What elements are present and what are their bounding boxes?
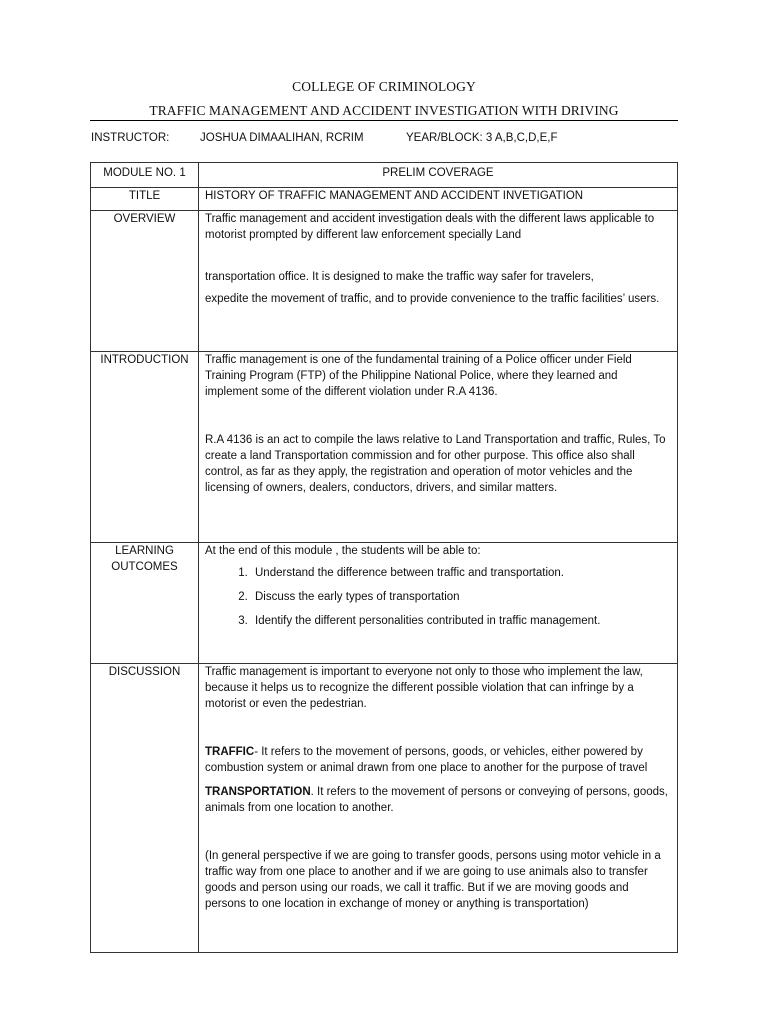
- discussion-paragraph-1: Traffic management is important to everyone not only to those who implement the law, because it helps us to recognize the different possible violation that can infringe by a motorist or even the pedestrian.: [205, 666, 643, 710]
- overview-paragraph-2: transportation office. It is designed to make the traffic way safer for travelers,: [205, 271, 594, 283]
- introduction-content: [199, 352, 678, 543]
- introduction-paragraph-2: R.A 4136 is an act to compile the laws relative to Land Transportation and traffic, Rules, To create a land Transportation commission and for other purpose. This office also shall control, as far as they apply, the registration and operation of motor vehicles and the licensing of owners, dealers, conductors, drivers, and similar matters.: [205, 434, 666, 494]
- learning-outcomes-label: [91, 543, 199, 664]
- title-row: [91, 188, 678, 211]
- discussion-content: [199, 664, 678, 953]
- traffic-definition: [205, 744, 671, 776]
- title-label: TITLE: [91, 188, 199, 211]
- list-item: 2. Discuss the early types of transportation: [251, 589, 671, 605]
- transportation-term: TRANSPORTATION: [205, 786, 311, 798]
- list-item: 1. Understand the difference between traffic and transportation.: [251, 565, 671, 581]
- overview-paragraph-3: expedite the movement of traffic, and to provide convenience to the traffic facilities’ users.: [205, 293, 660, 305]
- instructor-label: INSTRUCTOR:: [91, 132, 170, 144]
- overview-label: OVERVIEW: [91, 211, 199, 352]
- year-block: YEAR/BLOCK: 3 A,B,C,D,E,F: [406, 132, 558, 144]
- discussion-paragraph-4: (In general perspective if we are going to transfer goods, persons using motor vehicle in a traffic way from one place to another and if we are going to use animals also to transfer goods and person using our roads, we call it traffic. But if we are moving goods and persons to one location in exchange of money or anything is transportation): [205, 850, 661, 910]
- overview-content: [199, 211, 678, 352]
- coverage-cell: PRELIM COVERAGE: [199, 163, 678, 188]
- introduction-row: [91, 352, 678, 543]
- overview-paragraph-1: Traffic management and accident investigation deals with the different laws applicable to motorist prompted by different law enforcement specially Land: [205, 213, 655, 241]
- learning-outcomes-content: [199, 543, 678, 664]
- learning-label-line-2: OUTCOMES: [111, 561, 178, 573]
- learning-label-line-1: LEARNING: [115, 545, 174, 557]
- traffic-term: TRAFFIC: [205, 746, 255, 758]
- title-value: HISTORY OF TRAFFIC MANAGEMENT AND ACCIDENT INVETIGATION: [199, 188, 678, 211]
- module-table: [90, 162, 678, 953]
- transportation-definition-text: . It refers to the movement of persons or conveying of persons, goods, animals from one location to another.: [205, 786, 668, 814]
- transportation-definition: [205, 784, 671, 816]
- instructor-name: JOSHUA DIMAALIHAN, RCRIM: [200, 132, 364, 144]
- module-row: [91, 163, 678, 188]
- overview-row: [91, 211, 678, 352]
- header-rule: [90, 120, 678, 121]
- module-number: MODULE NO. 1: [91, 163, 199, 188]
- discussion-label: DISCUSSION: [91, 664, 199, 953]
- learning-intro: At the end of this module , the students will be able to:: [205, 545, 481, 557]
- course-heading: TRAFFIC MANAGEMENT AND ACCIDENT INVESTIGATION WITH DRIVING: [149, 103, 619, 118]
- list-item: 3. Identify the different personalities contributed in traffic management.: [251, 613, 671, 629]
- traffic-definition-text: - It refers to the movement of persons, goods, or vehicles, either powered by combustion system or animal drawn from one place to another for the purpose of travel: [205, 746, 648, 774]
- college-heading: COLLEGE OF CRIMINOLOGY: [292, 79, 476, 94]
- introduction-paragraph-1: Traffic management is one of the fundamental training of a Police officer under Field Training Program (FTP) of the Philippine National Police, where they learned and implement some of the different violation under R.A 4136.: [205, 354, 632, 398]
- introduction-label: INTRODUCTION: [91, 352, 199, 543]
- discussion-row: [91, 664, 678, 953]
- learning-outcomes-row: [91, 543, 678, 664]
- learning-outcomes-list: [205, 565, 671, 629]
